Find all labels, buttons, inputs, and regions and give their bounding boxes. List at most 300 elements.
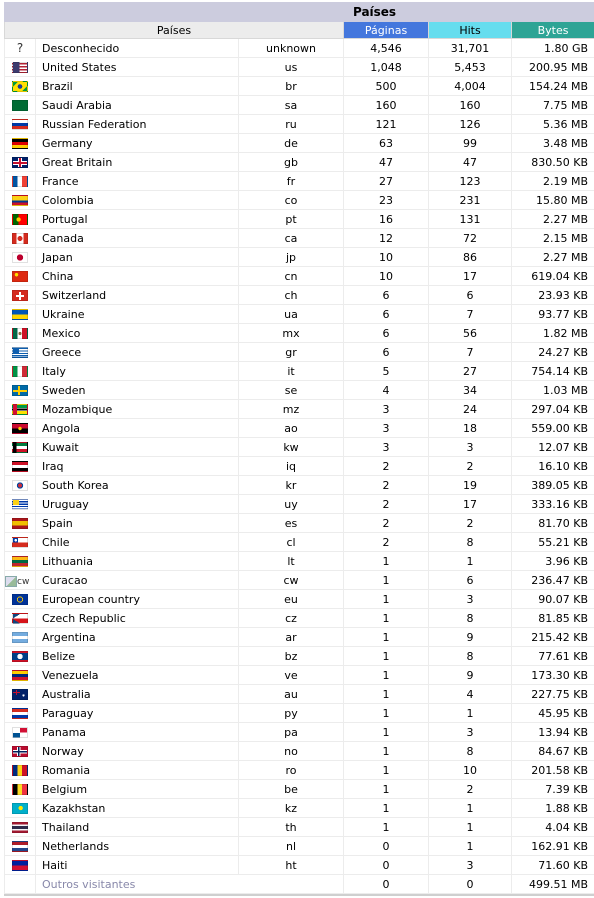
- flag-ca-icon: [12, 233, 28, 244]
- bytes-value: 45.95 KB: [512, 704, 594, 723]
- hits-value: 72: [429, 229, 512, 248]
- flag-br-icon: [12, 81, 28, 92]
- country-name: Paraguay: [36, 704, 239, 723]
- country-name: Mozambique: [36, 400, 239, 419]
- country-name: Kuwait: [36, 438, 239, 457]
- country-name: Desconhecido: [36, 39, 239, 58]
- flag-cell: [5, 609, 36, 628]
- country-name: European country: [36, 590, 239, 609]
- pages-value: 160: [344, 96, 429, 115]
- flag-ch-icon: [12, 290, 28, 301]
- pages-value: 500: [344, 77, 429, 96]
- hits-value: 1: [429, 704, 512, 723]
- flag-jp-icon: [12, 252, 28, 263]
- country-name: Norway: [36, 742, 239, 761]
- hits-value: 160: [429, 96, 512, 115]
- header-bytes[interactable]: Bytes: [512, 22, 594, 39]
- flag-ro-icon: [12, 765, 28, 776]
- hits-value: 2: [429, 780, 512, 799]
- country-name: Ukraine: [36, 305, 239, 324]
- table-bottom-border: [4, 894, 594, 896]
- flag-ar-icon: [12, 632, 28, 643]
- country-code: be: [239, 780, 344, 799]
- bytes-value: 389.05 KB: [512, 476, 594, 495]
- table-row: [5, 609, 594, 628]
- table-header-row: [5, 22, 594, 39]
- flag-ht-icon: [12, 860, 28, 871]
- flag-kr-icon: [12, 480, 28, 491]
- country-code: kr: [239, 476, 344, 495]
- flag-cell: [5, 761, 36, 780]
- country-name: Curacao: [36, 571, 239, 590]
- flag-cell: [5, 457, 36, 476]
- table-row: [5, 248, 594, 267]
- country-name: Lithuania: [36, 552, 239, 571]
- country-code: uy: [239, 495, 344, 514]
- hits-value: 4: [429, 685, 512, 704]
- pages-value: 1,048: [344, 58, 429, 77]
- flag-cell: [5, 723, 36, 742]
- hits-value: 2: [429, 457, 512, 476]
- country-code: ro: [239, 761, 344, 780]
- flag-cell: [5, 362, 36, 381]
- country-name: United States: [36, 58, 239, 77]
- country-name: Uruguay: [36, 495, 239, 514]
- pages-value: 1: [344, 590, 429, 609]
- bytes-value: 215.42 KB: [512, 628, 594, 647]
- flag-kw-icon: [12, 442, 28, 453]
- country-code: cw: [239, 571, 344, 590]
- flag-cell: [5, 495, 36, 514]
- flag-iq-icon: [12, 461, 28, 472]
- hits-value: 5,453: [429, 58, 512, 77]
- table-row: [5, 590, 594, 609]
- flag-ve-icon: [12, 670, 28, 681]
- table-row: [5, 571, 594, 590]
- bytes-value: 1.80 GB: [512, 39, 594, 58]
- flag-ua-icon: [12, 309, 28, 320]
- broken-image-alt-text: cw: [17, 576, 30, 587]
- country-code: ar: [239, 628, 344, 647]
- country-name: Czech Republic: [36, 609, 239, 628]
- flag-py-icon: [12, 708, 28, 719]
- flag-gb-icon: [12, 157, 28, 168]
- pages-value: 2: [344, 514, 429, 533]
- table-row: [5, 818, 594, 837]
- bytes-value: 619.04 KB: [512, 267, 594, 286]
- country-name: Japan: [36, 248, 239, 267]
- bytes-value: 16.10 KB: [512, 457, 594, 476]
- hits-value: 123: [429, 172, 512, 191]
- flag-mx-icon: [12, 328, 28, 339]
- pages-value: 10: [344, 248, 429, 267]
- flag-cell: [5, 419, 36, 438]
- flag-es-icon: [12, 518, 28, 529]
- flag-ao-icon: [12, 423, 28, 434]
- flag-cell: [5, 229, 36, 248]
- country-name: Saudi Arabia: [36, 96, 239, 115]
- country-name: Netherlands: [36, 837, 239, 856]
- flag-cell: [5, 666, 36, 685]
- bytes-value: 15.80 MB: [512, 191, 594, 210]
- pages-value: 1: [344, 799, 429, 818]
- bytes-value: 3.96 KB: [512, 552, 594, 571]
- bytes-value: 90.07 KB: [512, 590, 594, 609]
- hits-value: 7: [429, 305, 512, 324]
- country-code: iq: [239, 457, 344, 476]
- country-code: jp: [239, 248, 344, 267]
- pages-value: 1: [344, 780, 429, 799]
- countries-table: [4, 2, 594, 894]
- bytes-value: 227.75 KB: [512, 685, 594, 704]
- flag-cell: [5, 210, 36, 229]
- hits-value: 6: [429, 571, 512, 590]
- flag-sa-icon: [12, 100, 28, 111]
- hits-value: 1: [429, 818, 512, 837]
- hits-value: 19: [429, 476, 512, 495]
- country-name: Italy: [36, 362, 239, 381]
- pages-value: 2: [344, 476, 429, 495]
- table-row: [5, 438, 594, 457]
- bytes-value: 297.04 KB: [512, 400, 594, 419]
- flag-cell: [5, 533, 36, 552]
- flag-kz-icon: [12, 803, 28, 814]
- flag-cell: [5, 571, 36, 590]
- flag-cell: [5, 685, 36, 704]
- country-code: th: [239, 818, 344, 837]
- flag-mz-icon: [12, 404, 28, 415]
- bytes-value: 162.91 KB: [512, 837, 594, 856]
- bytes-value: 24.27 KB: [512, 343, 594, 362]
- bytes-value: 2.15 MB: [512, 229, 594, 248]
- bytes-value: 499.51 MB: [512, 875, 594, 894]
- country-code: cn: [239, 267, 344, 286]
- table-row: [5, 495, 594, 514]
- country-name: Argentina: [36, 628, 239, 647]
- hits-value: 8: [429, 742, 512, 761]
- country-name: Greece: [36, 343, 239, 362]
- country-code: se: [239, 381, 344, 400]
- header-countries[interactable]: Países: [5, 22, 344, 39]
- country-name: Haiti: [36, 856, 239, 875]
- pages-value: 1: [344, 723, 429, 742]
- table-row: [5, 780, 594, 799]
- pages-value: 0: [344, 837, 429, 856]
- pages-value: 4,546: [344, 39, 429, 58]
- bytes-value: 84.67 KB: [512, 742, 594, 761]
- hits-value: 10: [429, 761, 512, 780]
- country-code: gb: [239, 153, 344, 172]
- country-name: Romania: [36, 761, 239, 780]
- flag-cell: [5, 191, 36, 210]
- country-name: France: [36, 172, 239, 191]
- bytes-value: 1.03 MB: [512, 381, 594, 400]
- bytes-value: 333.16 KB: [512, 495, 594, 514]
- country-code: py: [239, 704, 344, 723]
- flag-cell: [5, 400, 36, 419]
- pages-value: 2: [344, 495, 429, 514]
- hits-value: 86: [429, 248, 512, 267]
- table-row: [5, 115, 594, 134]
- pages-value: 1: [344, 552, 429, 571]
- hits-value: 9: [429, 628, 512, 647]
- country-code: unknown: [239, 39, 344, 58]
- flag-cell: [5, 134, 36, 153]
- table-title-row: [5, 3, 594, 22]
- table-row: [5, 343, 594, 362]
- country-name: Belgium: [36, 780, 239, 799]
- bytes-value: 173.30 KB: [512, 666, 594, 685]
- country-name: Belize: [36, 647, 239, 666]
- flag-cell: [5, 552, 36, 571]
- country-code: ht: [239, 856, 344, 875]
- country-code: kw: [239, 438, 344, 457]
- country-name: Sweden: [36, 381, 239, 400]
- hits-value: 3: [429, 723, 512, 742]
- flag-cell: [5, 647, 36, 666]
- pages-value: 1: [344, 704, 429, 723]
- flag-cell: [5, 875, 36, 894]
- pages-value: 12: [344, 229, 429, 248]
- country-name: Kazakhstan: [36, 799, 239, 818]
- hits-value: 31,701: [429, 39, 512, 58]
- pages-value: 2: [344, 533, 429, 552]
- country-code: cz: [239, 609, 344, 628]
- flag-pa-icon: [12, 727, 28, 738]
- pages-value: 0: [344, 856, 429, 875]
- country-name: Australia: [36, 685, 239, 704]
- flag-be-icon: [12, 784, 28, 795]
- flag-th-icon: [12, 822, 28, 833]
- country-code: co: [239, 191, 344, 210]
- table-row: [5, 742, 594, 761]
- table-row: [5, 704, 594, 723]
- country-name: China: [36, 267, 239, 286]
- bytes-value: 81.85 KB: [512, 609, 594, 628]
- flag-gr-icon: [12, 347, 28, 358]
- table-row: [5, 837, 594, 856]
- country-name: South Korea: [36, 476, 239, 495]
- flag-se-icon: [12, 385, 28, 396]
- country-code: fr: [239, 172, 344, 191]
- country-code: mx: [239, 324, 344, 343]
- flag-cell: [5, 248, 36, 267]
- bytes-value: 12.07 KB: [512, 438, 594, 457]
- country-name: Angola: [36, 419, 239, 438]
- bytes-value: 4.04 KB: [512, 818, 594, 837]
- table-row: [5, 514, 594, 533]
- hits-value: 8: [429, 647, 512, 666]
- table-row: [5, 799, 594, 818]
- table-row: [5, 191, 594, 210]
- country-code: pt: [239, 210, 344, 229]
- hits-value: 2: [429, 514, 512, 533]
- hits-value: 3: [429, 438, 512, 457]
- table-row: [5, 96, 594, 115]
- country-code: ru: [239, 115, 344, 134]
- pages-value: 6: [344, 324, 429, 343]
- country-name: Colombia: [36, 191, 239, 210]
- bytes-value: 7.75 MB: [512, 96, 594, 115]
- table-row: [5, 324, 594, 343]
- pages-value: 6: [344, 343, 429, 362]
- flag-cell: [5, 628, 36, 647]
- hits-value: 6: [429, 286, 512, 305]
- table-title: Países: [5, 3, 594, 22]
- flag-cn-icon: [12, 271, 28, 282]
- pages-value: 2: [344, 457, 429, 476]
- table-row: [5, 533, 594, 552]
- hits-value: 56: [429, 324, 512, 343]
- country-code: br: [239, 77, 344, 96]
- country-code: kz: [239, 799, 344, 818]
- pages-value: 3: [344, 419, 429, 438]
- country-name: Mexico: [36, 324, 239, 343]
- country-code: ca: [239, 229, 344, 248]
- table-row: [5, 419, 594, 438]
- bytes-value: 55.21 KB: [512, 533, 594, 552]
- hits-value: 99: [429, 134, 512, 153]
- hits-value: 7: [429, 343, 512, 362]
- country-code: cl: [239, 533, 344, 552]
- hits-value: 4,004: [429, 77, 512, 96]
- flag-cell: [5, 172, 36, 191]
- flag-eu-icon: [12, 594, 28, 605]
- table-row: [5, 58, 594, 77]
- pages-value: 6: [344, 286, 429, 305]
- table-row: [5, 400, 594, 419]
- hits-value: 8: [429, 533, 512, 552]
- flag-ru-icon: [12, 119, 28, 130]
- flag-cell: [5, 742, 36, 761]
- flag-cell: [5, 799, 36, 818]
- country-name: Thailand: [36, 818, 239, 837]
- flag-cell: [5, 818, 36, 837]
- other-visitors-row: [5, 875, 594, 894]
- pages-value: 4: [344, 381, 429, 400]
- pages-value: 1: [344, 818, 429, 837]
- country-name: Germany: [36, 134, 239, 153]
- bytes-value: 559.00 KB: [512, 419, 594, 438]
- table-row: [5, 381, 594, 400]
- flag-cell: [5, 780, 36, 799]
- flag-us-icon: [12, 62, 28, 73]
- flag-cell: [5, 438, 36, 457]
- flag-cell: [5, 324, 36, 343]
- bytes-value: 2.27 MB: [512, 210, 594, 229]
- header-hits[interactable]: Hits: [429, 22, 512, 39]
- table-row: [5, 210, 594, 229]
- country-name: Iraq: [36, 457, 239, 476]
- flag-cell: [5, 96, 36, 115]
- table-row: [5, 286, 594, 305]
- header-pages[interactable]: Páginas: [344, 22, 429, 39]
- country-name: Canada: [36, 229, 239, 248]
- hits-value: 47: [429, 153, 512, 172]
- table-row: [5, 362, 594, 381]
- flag-cell: [5, 153, 36, 172]
- flag-co-icon: [12, 195, 28, 206]
- country-code: au: [239, 685, 344, 704]
- flag-nl-icon: [12, 841, 28, 852]
- country-code: nl: [239, 837, 344, 856]
- countries-panel: [4, 2, 594, 896]
- table-row: [5, 552, 594, 571]
- hits-value: 18: [429, 419, 512, 438]
- pages-value: 23: [344, 191, 429, 210]
- hits-value: 3: [429, 856, 512, 875]
- hits-value: 1: [429, 837, 512, 856]
- pages-value: 1: [344, 628, 429, 647]
- pages-value: 1: [344, 609, 429, 628]
- pages-value: 3: [344, 400, 429, 419]
- country-code: ao: [239, 419, 344, 438]
- country-code: ch: [239, 286, 344, 305]
- unknown-flag-icon: ?: [16, 41, 24, 55]
- bytes-value: 1.88 KB: [512, 799, 594, 818]
- flag-no-icon: [12, 746, 28, 757]
- pages-value: 1: [344, 666, 429, 685]
- country-code: es: [239, 514, 344, 533]
- pages-value: 0: [344, 875, 429, 894]
- flag-it-icon: [12, 366, 28, 377]
- bytes-value: 23.93 KB: [512, 286, 594, 305]
- flag-cell: [5, 856, 36, 875]
- country-name: Spain: [36, 514, 239, 533]
- bytes-value: 3.48 MB: [512, 134, 594, 153]
- bytes-value: 5.36 MB: [512, 115, 594, 134]
- bytes-value: 93.77 KB: [512, 305, 594, 324]
- flag-cell: [5, 77, 36, 96]
- country-code: pa: [239, 723, 344, 742]
- table-row: [5, 134, 594, 153]
- hits-value: 131: [429, 210, 512, 229]
- pages-value: 47: [344, 153, 429, 172]
- flag-cell: [5, 381, 36, 400]
- table-row: [5, 685, 594, 704]
- table-row: [5, 457, 594, 476]
- table-row: [5, 153, 594, 172]
- table-row: [5, 305, 594, 324]
- flag-au-icon: [12, 689, 28, 700]
- bytes-value: 236.47 KB: [512, 571, 594, 590]
- table-row: [5, 172, 594, 191]
- flag-cl-icon: [12, 537, 28, 548]
- pages-value: 1: [344, 742, 429, 761]
- country-code: bz: [239, 647, 344, 666]
- flag-cell: [5, 514, 36, 533]
- flag-cell: [5, 590, 36, 609]
- hits-value: 126: [429, 115, 512, 134]
- country-name: Russian Federation: [36, 115, 239, 134]
- pages-value: 1: [344, 571, 429, 590]
- country-code: lt: [239, 552, 344, 571]
- bytes-value: 2.19 MB: [512, 172, 594, 191]
- bytes-value: 754.14 KB: [512, 362, 594, 381]
- bytes-value: 77.61 KB: [512, 647, 594, 666]
- bytes-value: 7.39 KB: [512, 780, 594, 799]
- flag-cell: [5, 343, 36, 362]
- bytes-value: 71.60 KB: [512, 856, 594, 875]
- flag-cell: [5, 837, 36, 856]
- pages-value: 63: [344, 134, 429, 153]
- flag-lt-icon: [12, 556, 28, 567]
- country-name: Venezuela: [36, 666, 239, 685]
- table-row: [5, 229, 594, 248]
- country-code: ua: [239, 305, 344, 324]
- country-code: ve: [239, 666, 344, 685]
- pages-value: 6: [344, 305, 429, 324]
